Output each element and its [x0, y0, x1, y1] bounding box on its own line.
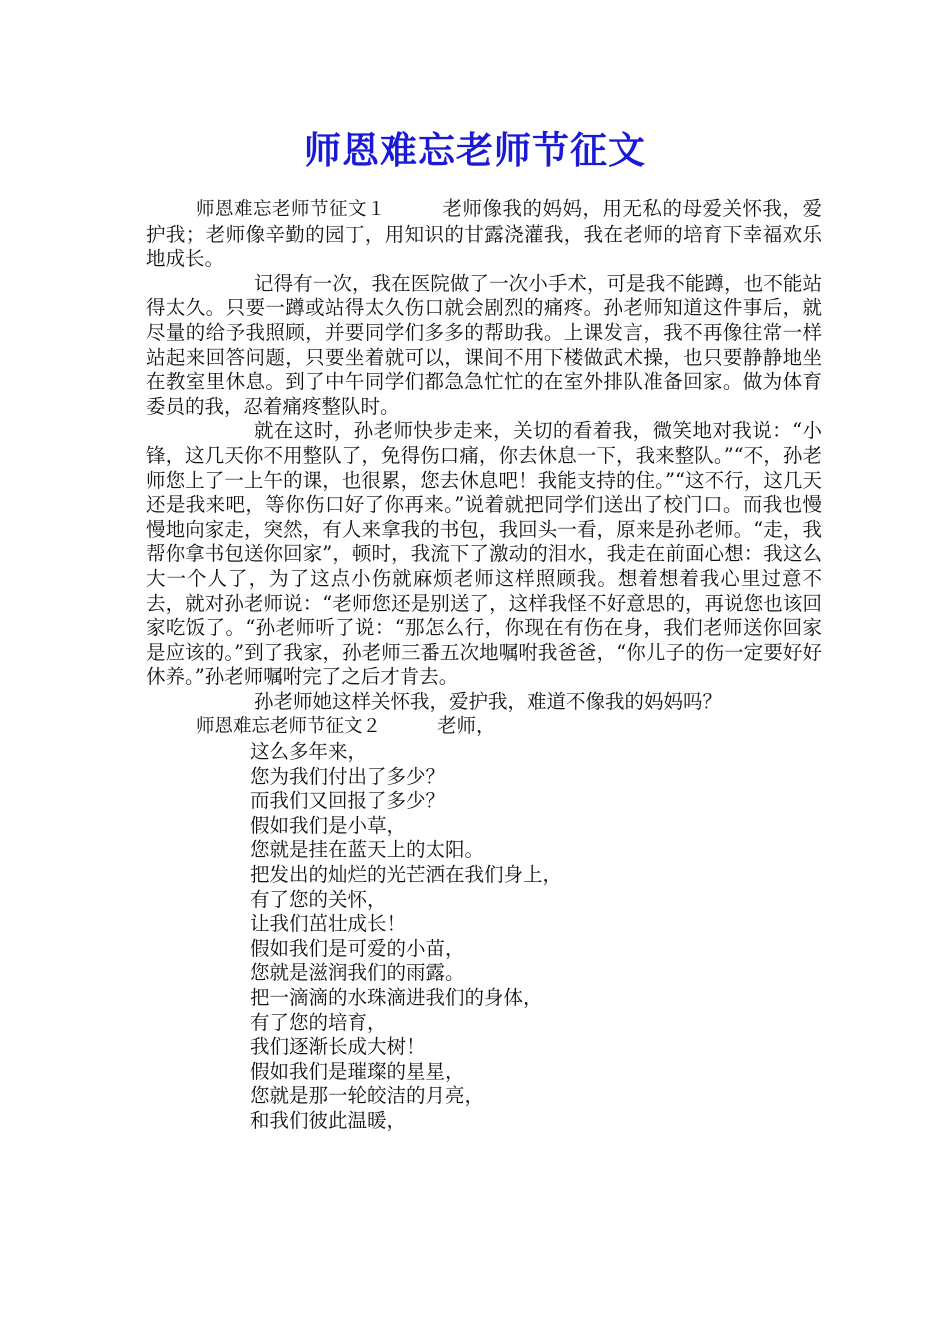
poem-line: 这么多年来，: [250, 740, 368, 764]
section2-first-line: 老师，: [437, 714, 496, 738]
poem-line: 把发出的灿烂的光芒洒在我们身上，: [250, 863, 563, 887]
poem-line: 让我们茁壮成长！: [250, 912, 407, 936]
poem-line: 我们逐渐长成大树！: [250, 1035, 426, 1059]
section1-paragraph-1: 记得有一次，我在医院做了一次小手术，可是我不能蹲，也不能站得太久。只要一蹲或站得太久伤口就会剧烈的痛疼。孙老师知道这件事后，就尽量的给予我照顾，并要同学们多多的帮助我。上课发言，我不再像往常一样站起来回答问题，只要坐着就可以，课间不用下楼做武术操，也只要静静地坐在教室里休息。到了中午同学们都急急忙忙的在室外排队准备回家。做为体育委员的我，忍着痛疼整队时。: [146, 271, 822, 418]
poem-line: 假如我们是小草，: [250, 813, 407, 837]
poem-line: 把一滴滴的水珠滴进我们的身体，: [250, 986, 543, 1009]
section2-heading-line: [146, 714, 822, 740]
poem-line: 和我们彼此温暖，: [250, 1108, 407, 1132]
section1-intro-text: 老师像我的妈妈，用无私的母爱关怀我，爱护我；老师像辛勤的园丁，用知识的甘露浇灌我，我在老师的培育下幸福欢乐地成长。: [146, 197, 822, 271]
section2-label: 师恩难忘老师节征文２: [196, 716, 382, 738]
document-title: 师恩难忘老师节征文: [304, 128, 646, 172]
section1-closing: 孙老师她这样关怀我，爱护我，难道不像我的妈妈吗？: [254, 689, 723, 713]
document-body: [146, 197, 822, 1134]
poem-line: 有了您的关怀，: [250, 887, 387, 911]
poem-line: 您就是那一轮皎洁的月亮，: [250, 1084, 485, 1108]
poem-line: 假如我们是璀璨的星星，: [250, 1059, 465, 1083]
poem-line: 您就是挂在蓝天上的太阳。: [250, 838, 485, 862]
poem-line: 您就是滋润我们的雨露。: [250, 961, 465, 985]
section1-intro-paragraph: [146, 197, 822, 272]
poem-line: 有了您的培育，: [250, 1010, 387, 1034]
section1-label: 师恩难忘老师节征文１: [196, 199, 386, 220]
poem: [146, 740, 822, 1134]
section1-paragraph-2: 就在这时，孙老师快步走来，关切的看着我，微笑地对我说：“小锋，这几天你不用整队了，免得伤口痛，你去休息一下，我来整队。”“不，孙老师您上了一上午的课，也很累，您去休息吧！我能支持的住。”“这不行，这几天还是我来吧，等你伤口好了你再来。”说着就把同学们送出了校门口。而我也慢慢地向家走，突然，有人来拿我的书包，我回头一看，原来是孙老师。“走，我帮你拿书包送你回家”，顿时，我流下了激动的泪水，我走在前面心想：我这么大一个人了，为了这点小伤就麻烦老师这样照顾我。想着想着我心里过意不去，就对孙老师说：“老师您还是别送了，这样我怪不好意思的，再说您也该回家吃饭了。“孙老师听了说：“那怎么行，你现在有伤在身，我们老师送你回家是应该的。”到了我家，孙老师三番五次地嘱咐我爸爸，“你儿子的伤一定要好好休养。”孙老师嘱咐完了之后才肯去。: [146, 419, 822, 689]
poem-line: 您为我们付出了多少？: [250, 764, 446, 788]
poem-line: 假如我们是可爱的小苗，: [250, 936, 465, 960]
poem-line: 而我们又回报了多少？: [250, 789, 446, 813]
